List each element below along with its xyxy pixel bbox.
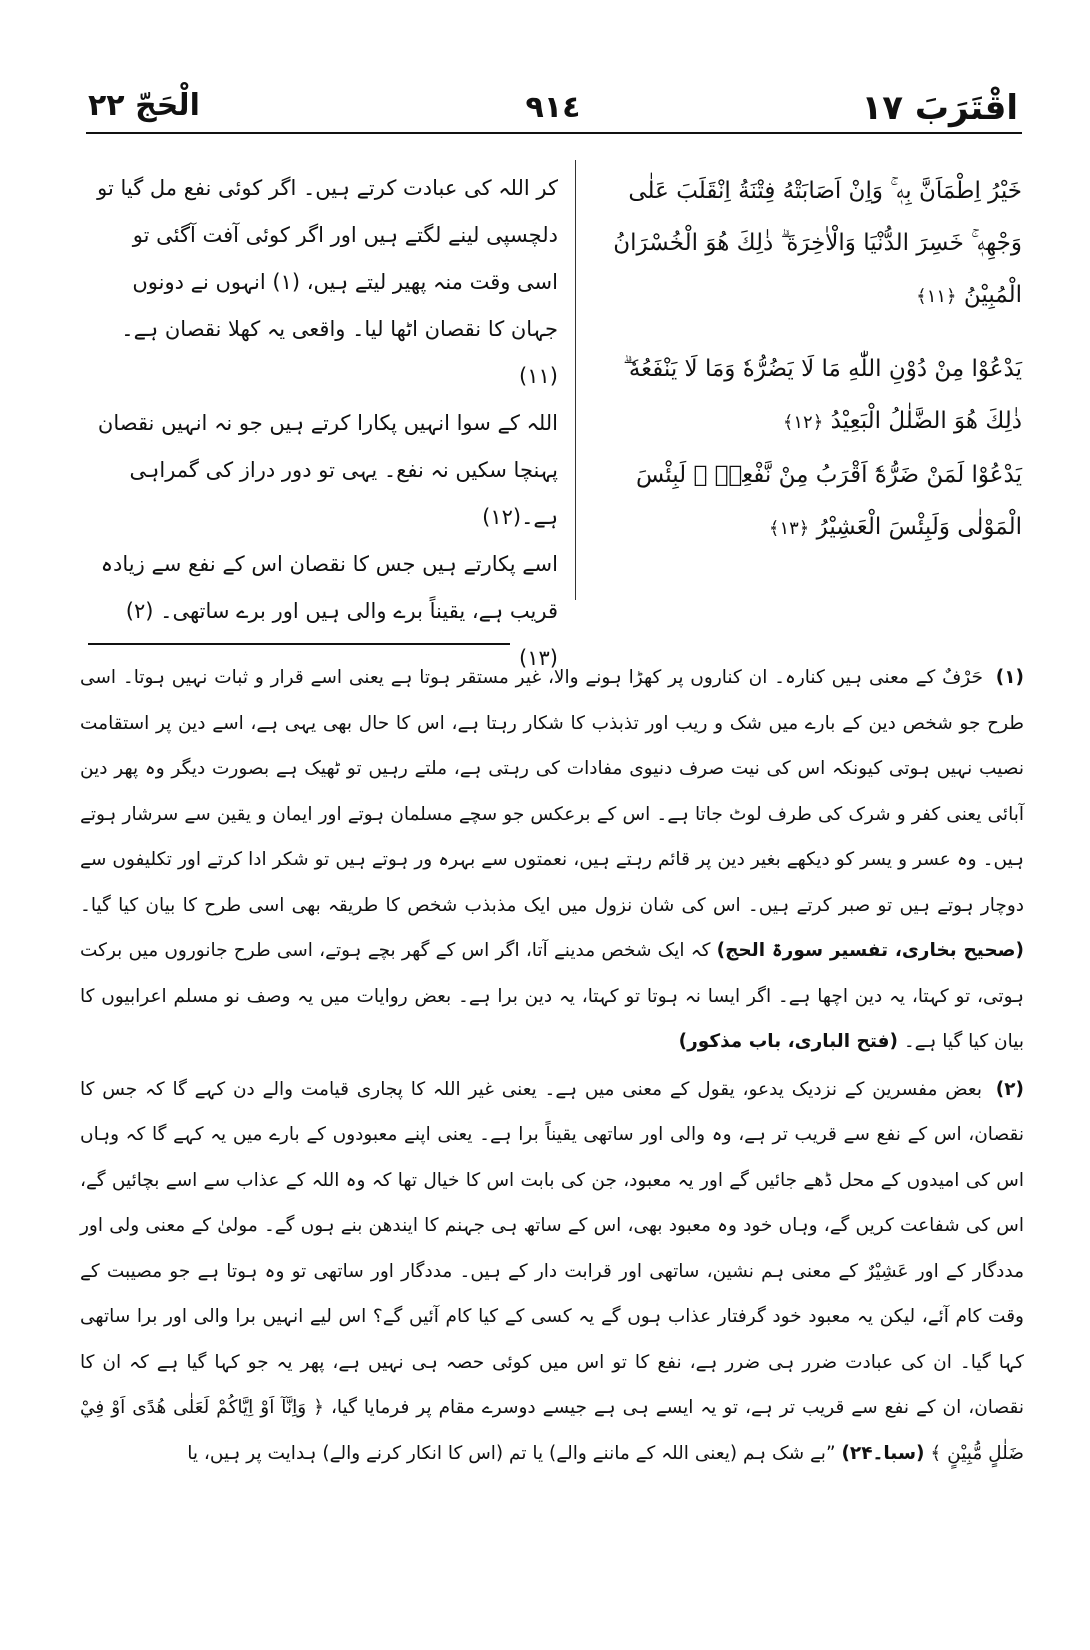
footnote-2-reference: (سبا۔۲۴) [841, 1442, 925, 1464]
footnotes [80, 655, 1024, 1478]
footnote-1 [80, 655, 1024, 1065]
page-header [88, 80, 1018, 130]
ayah-12-marker: ﴿١٢﴾ [782, 412, 824, 433]
footnote-1-text-b: کہ ایک شخص مدینے آتا، اگر اس کے گھر بچے ہوتے، اسی طرح جانوروں میں برکت ہوتی، تو کہتا، یہ دین اچھا ہے۔ اگر ایسا نہ ہوتا تو کہتا، یہ دین برا ہے۔ بعض روایات میں یہ وصف نو مسلم اعرابیوں کا بیان کیا گیا ہے۔ [80, 940, 1024, 1052]
surah-title: الْحَجّ ٢٢ [88, 88, 200, 123]
urdu-translation-column [88, 165, 558, 682]
ayah-11-text: خَيْرُ اِطْمَاَنَّ بِهٖ ۚ وَاِنْ اَصَابَتْهُ فِتْنَةُ اِنْقَلَبَ عَلٰى وَجْهِهٖ ۚ خَسِرَ الدُّنْيَا وَالْاٰخِرَةَ ۗ ذٰلِكَ هُوَ الْخُسْرَانُ الْمُبِيْنُ [613, 178, 1022, 308]
footnote-1-reference: (صحیح بخاری، تفسیر سورۃ الحج) [716, 940, 1025, 961]
footnote-1-number: (۱) [995, 667, 1025, 688]
ayah-13-text: يَدْعُوْا لَمَنْ ضَرُّهٗٓ اَقْرَبُ مِنْ نَّفْعِهٖ ۗ لَبِئْسَ الْمَوْلٰى وَلَبِئْسَ الْعَشِيْرُ [635, 462, 1022, 540]
footnote-2-quran-quote: ﴿ وَاِنَّآ اَوْ اِيَّاكُمْ لَعَلٰى هُدًى اَوْ فِيْ ضَلٰلٍ مُّبِيْنٍ ﴾ [80, 1397, 1024, 1464]
header-divider [86, 132, 1022, 134]
column-divider [575, 160, 576, 600]
ayah-11 [590, 165, 1022, 323]
footnote-1-reference-2: (فتح الباری، باب مذکور) [678, 1031, 898, 1052]
footnote-2 [80, 1067, 1024, 1477]
ayah-13 [590, 449, 1022, 555]
ayah-13-marker: ﴿١٣﴾ [768, 518, 810, 539]
page-number: ٩١٤ [525, 90, 581, 125]
ayah-12-text: يَدْعُوْا مِنْ دُوْنِ اللّٰهِ مَا لَا يَضُرُّهٗ وَمَا لَا يَنْفَعُهٗ ۗ ذٰلِكَ هُوَ الضَّلٰلُ الْبَعِيْدُ [623, 356, 1022, 434]
arabic-text-column [590, 165, 1022, 555]
juz-title: اقْتَرَبَ ١٧ [861, 88, 1018, 128]
footnote-2-text-a: بعض مفسرین کے نزدیک یدعو، یقول کے معنی میں ہے۔ یعنی غیر اللہ کا پجاری قیامت والے دن کہے گا کہ جس کا نقصان، اس کے نفع سے قریب تر ہے، وہ والی اور ساتھی یقیناً برا ہے۔ یعنی اپنے معبودوں کے بارے میں یہ کہے گا کہ وہاں اس کی امیدوں کے محل ڈھے جائیں گے اور یہ معبود، جن کی بابت اس کا خیال تھا کہ وہ اللہ کے عذاب سے اسے بچائیں گے، اس کی شفاعت کریں گے، وہاں خود وہ معبود بھی، اس کے ساتھ ہی جہنم کا ایندھن بنے ہوں گے۔ مولیٰ کے معنی ولی اور مددگار کے اور عَشِيْرٌ کے معنی ہم نشین، ساتھی اور قرابت دار کے ہیں۔ مددگار اور ساتھی تو وہ ہوتا ہے جو مصیبت کے وقت کام آئے، لیکن یہ معبود خود گرفتار عذاب ہوں گے یہ کسی کے کیا کام آئیں گے؟ اس لیے انہیں برا والی اور برا ساتھی کہا گیا۔ ان کی عبادت ضرر ہی ضرر ہے، نفع کا تو اس میں کوئی حصہ ہی نہیں ہے، پھر یہ جو کہا گیا ہے کہ ان کا نقصان، ان کے نفع سے قریب تر ہے، تو یہ ایسے ہی ہے جیسے دوسرے مقام پر فرمایا گیا، [80, 1078, 1024, 1418]
translation-13: اسے پکارتے ہیں جس کا نقصان اس کے نفع سے زیادہ قریب ہے، یقیناً برے والی ہیں اور برے ساتھی۔ (۲) (۱۳) [100, 552, 558, 670]
footnote-2-number: (۲) [995, 1078, 1024, 1100]
ayah-12 [590, 343, 1022, 449]
translation-12: اللہ کے سوا انہیں پکارا کرتے ہیں جو نہ انہیں نقصان پہنچا سکیں نہ نفع۔ یہی تو دور دراز کی گمراہی ہے۔(۱۲) [97, 411, 558, 529]
footnote-2-text-b: ”بے شک ہم (یعنی اللہ کے ماننے والے) یا تم (اس کا انکار کرنے والے) ہدایت پر ہیں، یا [187, 1442, 836, 1464]
footnote-divider [88, 643, 510, 645]
translation-11: کر اللہ کی عبادت کرتے ہیں۔ اگر کوئی نفع مل گیا تو دلچسپی لینے لگتے ہیں اور اگر کوئی آفت آگئی تو اسی وقت منہ پھیر لیتے ہیں، (۱) انہوں نے دونوں جہان کا نقصان اٹھا لیا۔ واقعی یہ کھلا نقصان ہے۔(۱۱) [97, 176, 558, 388]
ayah-11-marker: ﴿١١﴾ [916, 286, 957, 307]
footnote-1-text-a: حَرْفٌ کے معنی ہیں کنارہ۔ ان کناروں پر کھڑا ہونے والا، غیر مستقر ہوتا ہے یعنی اسے قرار و ثبات نہیں ہوتا۔ اسی طرح جو شخص دین کے بارے میں شک و ریب اور تذبذب کا شکار رہتا ہے، اس کا حال بھی یہی ہے، اسے دین پر استقامت نصیب نہیں ہوتی کیونکہ اس کی نیت صرف دنیوی مفادات کی رہتی ہے، ملتے رہیں تو ٹھیک ہے بصورت دیگر وہ پھر دین آبائی یعنی کفر و شرک کی طرف لوٹ جاتا ہے۔ اس کے برعکس جو سچے مسلمان ہوتے اور ایمان و یقین سے سرشار ہوتے ہیں۔ وہ عسر و یسر کو دیکھے بغیر دین پر قائم رہتے ہیں، نعمتوں سے بہرہ ور ہوتے ہیں تو شکر ادا کرتے اور تکلیفوں سے دوچار ہوتے ہیں تو صبر کرتے ہیں۔ اس کی شان نزول میں ایک مذبذب شخص کا طریقہ بھی اسی طرح کا بیان کیا گیا۔ [80, 667, 1024, 916]
